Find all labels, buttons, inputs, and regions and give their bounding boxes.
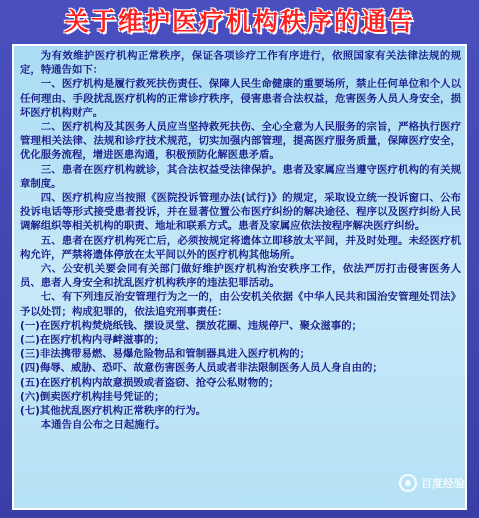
watermark-text: 百度经验 — [421, 477, 465, 490]
notice-panel — [12, 44, 467, 510]
notice-list-item: (五)在医疗机构内故意损毁或者盗窃、抢夺公私财物的； — [20, 376, 279, 389]
notice-paragraph: 四、医疗机构应当按照《医院投诉管理办法(试行)》的规定，采取设立统一投诉窗口、公布投诉电话等形式接受患者投诉，并在显著位置公布医疗纠纷的解决途径、程序以及医疗纠纷人民调解组织等相关机构的职责、地址和联系方式。患者及家属应依法按程序解决医疗纠纷。 — [20, 192, 461, 233]
notice-title: 关于维护医疗机构秩序的通告 — [63, 7, 415, 36]
notice-body — [20, 49, 461, 432]
notice-closing: 本通告自公布之日起施行。 — [40, 419, 166, 432]
notice-paragraph: 三、患者在医疗机构就诊，其合法权益受法律保护。患者及家属应当遵守医疗机构的有关规章制度。 — [20, 163, 461, 190]
notice-paragraph: 五、患者在医疗机构死亡后，必须按规定将遗体立即移放太平间，并及时处理。未经医疗机构允许，严禁将遗体停放在太平间以外的医疗机构其他场所。 — [20, 234, 461, 261]
notice-preamble: 为有效维护医疗机构正常秩序，保证各项诊疗工作有序进行，依照国家有关法律法规的规定，特通告如下： — [20, 50, 461, 77]
notice-paragraph: 七、有下列违反治安管理行为之一的，由公安机关依据《中华人民共和国治安管理处罚法》予以处罚；构成犯罪的，依法追究刑事责任： — [20, 291, 461, 318]
baidu-jingyan-logo-icon — [399, 474, 417, 492]
notice-paragraph: 一、医疗机构是履行救死扶伤责任、保障人民生命健康的重要场所，禁止任何单位和个人以任何理由、手段扰乱医疗机构的正常诊疗秩序，侵害患者合法权益，危害医务人员人身安全，损坏医疗机构财产。 — [20, 78, 461, 119]
notice-list-item: (七)其他扰乱医疗机构正常秩序的行为。 — [20, 405, 207, 418]
notice-list-item: (六)倒卖医疗机构挂号凭证的； — [20, 390, 165, 403]
notice-list-item: (四)侮辱、威胁、恐吓、故意伤害医务人员或者非法限制医务人员人身自由的； — [20, 362, 383, 375]
watermark — [399, 474, 465, 492]
notice-paragraph: 二、医疗机构及其医务人员应当坚持救死扶伤、全心全意为人民服务的宗旨，严格执行医疗管理相关法律、法规和诊疗技术规范，切实加强内部管理，提高医疗服务质量，保障医疗安全，优化服务流程，增进医患沟通，积极预防化解医患矛盾。 — [20, 121, 461, 162]
notice-list-item: (三)非法携带易燃、易爆危险物品和管制器具进入医疗机构的； — [20, 348, 311, 361]
notice-list-item: (一)在医疗机构焚烧纸钱、摆设灵堂、摆放花圈、违规停尸、聚众滋事的； — [20, 319, 362, 332]
notice-paragraph: 六、公安机关要会同有关部门做好维护医疗机构治安秩序工作，依法严厉打击侵害医务人员、患者人身安全和扰乱医疗机构秩序的违法犯罪活动。 — [20, 263, 461, 290]
notice-list-item: (二)在医疗机构内寻衅滋事的； — [20, 334, 165, 347]
